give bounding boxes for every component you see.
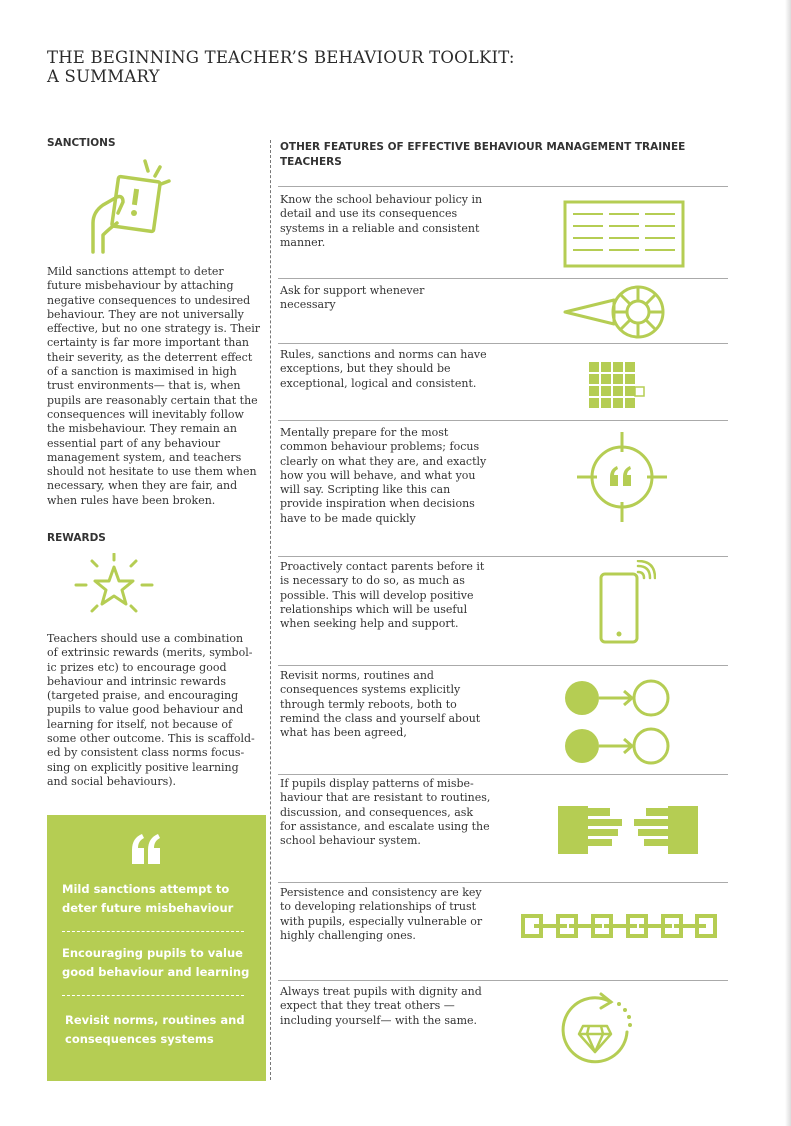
text-line: the misbehaviour. They remain an xyxy=(47,422,237,436)
text-line: will say. Scripting like this can xyxy=(280,483,451,497)
text-line: discussion, and consequences, ask xyxy=(280,805,474,819)
page-title-line1: THE BEGINNING TEACHER’S BEHAVIOUR TOOLKIT: xyxy=(47,48,515,67)
text-line: their severity, as the deterrent effect xyxy=(47,350,253,364)
text-line: of a sanction is maximised in high xyxy=(47,365,237,379)
text-line: when seeking help and support. xyxy=(280,617,459,631)
feature-item-text xyxy=(280,669,480,740)
feature-item-text xyxy=(280,193,482,250)
toggle-arrows-icon xyxy=(562,678,672,766)
target-quote-icon xyxy=(575,430,669,524)
text-line: Mild sanctions attempt to deter xyxy=(47,265,224,278)
text-line: exceptions, but they should be xyxy=(280,362,451,376)
text-line: consequences will inevitably follow xyxy=(47,407,244,421)
column-divider xyxy=(270,140,271,1080)
quote-mark-icon xyxy=(130,832,162,866)
row-divider xyxy=(278,343,728,344)
text-line: sing on explicitly positive learning xyxy=(47,760,239,774)
text-line: trust environments— that is, when xyxy=(47,379,241,393)
text-line: including yourself— with the same. xyxy=(280,1013,478,1027)
text-line: Rules, sanctions and norms can have xyxy=(280,348,487,361)
text-line: Proactively contact parents before it xyxy=(280,560,485,573)
text-line: clearly on what they are, and exactly xyxy=(280,454,487,468)
text-line: management system, and teachers xyxy=(47,450,242,464)
text-line: common behaviour problems; focus xyxy=(280,440,480,454)
feature-item-text xyxy=(280,985,482,1028)
text-line: certainty is far more important than xyxy=(47,336,250,350)
chain-links-icon xyxy=(520,912,718,940)
row-divider xyxy=(278,774,728,775)
text-line: detail and use its consequences xyxy=(280,207,458,221)
rewards-heading: REWARDS xyxy=(47,532,106,544)
text-line: future misbehaviour by attaching xyxy=(47,279,234,293)
text-line: what has been agreed, xyxy=(280,726,407,740)
text-line: to developing relationships of trust xyxy=(280,900,477,914)
text-line: for assistance, and escalate using the xyxy=(280,819,490,833)
policy-document-icon xyxy=(563,200,685,268)
text-line: provide inspiration when decisions xyxy=(280,497,475,511)
quote-item xyxy=(62,880,257,918)
feature-item-text xyxy=(280,777,490,848)
text-line: expect that they treat others — xyxy=(280,999,455,1013)
quote-line: consequences systems xyxy=(65,1032,214,1046)
mobile-phone-icon xyxy=(598,560,656,646)
feature-item-text xyxy=(280,560,484,631)
grid-exception-icon xyxy=(589,362,645,412)
text-line: have to be made quickly xyxy=(280,511,416,525)
quote-item xyxy=(62,944,257,982)
text-line: effective, but no one strategy is. Their xyxy=(47,322,261,336)
row-divider xyxy=(278,665,728,666)
star-reward-icon xyxy=(72,553,156,623)
quote-line: good behaviour and learning xyxy=(62,965,250,979)
quote-divider xyxy=(62,931,244,932)
text-line: when rules have been broken. xyxy=(47,493,216,507)
right-heading-line: OTHER FEATURES OF EFFECTIVE BEHAVIOUR MANAGEMENT TRAINEE xyxy=(280,141,686,153)
text-line: Ask for support whenever xyxy=(280,284,425,297)
pointing-hands-icon xyxy=(558,804,698,856)
sanction-card-icon xyxy=(85,157,180,257)
feature-item-text xyxy=(280,886,482,943)
quote-line: Mild sanctions attempt to xyxy=(62,882,230,896)
row-divider xyxy=(278,186,728,187)
quote-line: Revisit norms, routines and xyxy=(65,1013,245,1027)
text-line: Know the school behaviour policy in xyxy=(280,193,483,206)
text-line: haviour that are resistant to routines, xyxy=(280,791,491,805)
text-line: remind the class and yourself about xyxy=(280,711,481,725)
text-line: with pupils, especially vulnerable or xyxy=(280,914,483,928)
rewards-text xyxy=(47,632,267,789)
text-line: Revisit norms, routines and xyxy=(280,669,434,682)
right-heading xyxy=(280,140,685,170)
text-line: through termly reboots, both to xyxy=(280,697,457,711)
sanctions-heading: SANCTIONS xyxy=(47,137,116,149)
text-line: some other outcome. This is scaffold- xyxy=(47,732,255,746)
text-line: essential part of any behaviour xyxy=(47,436,221,450)
text-line: (targeted praise, and encouraging xyxy=(47,689,239,703)
row-divider xyxy=(278,420,728,421)
text-line: negative consequences to undesired xyxy=(47,293,251,307)
row-divider xyxy=(278,980,728,981)
feature-item-text xyxy=(280,284,424,313)
text-line: exceptional, logical and consistent. xyxy=(280,376,477,390)
text-line: Persistence and consistency are key xyxy=(280,886,482,899)
row-divider xyxy=(278,556,728,557)
text-line: Always treat pupils with dignity and xyxy=(280,985,482,998)
text-line: necessary xyxy=(280,298,336,312)
text-line: manner. xyxy=(280,235,326,249)
text-line: behaviour and intrinsic rewards xyxy=(47,674,226,688)
text-line: highly challenging ones. xyxy=(280,928,416,942)
text-line: consequences systems explicitly xyxy=(280,683,461,697)
text-line: necessary, when they are fair, and xyxy=(47,479,238,493)
text-line: should not hesitate to use them when xyxy=(47,465,257,479)
quote-line: deter future misbehaviour xyxy=(62,901,234,915)
page-title-line2: A SUMMARY xyxy=(47,67,160,86)
row-divider xyxy=(278,882,728,883)
text-line: systems in a reliable and consistent xyxy=(280,221,480,235)
page-title xyxy=(47,48,515,86)
text-line: and social behaviours). xyxy=(47,774,177,788)
text-line: of extrinsic rewards (merits, symbol- xyxy=(47,646,253,660)
text-line: school behaviour system. xyxy=(280,834,421,848)
text-line: Teachers should use a combination xyxy=(47,632,244,645)
lifebuoy-icon xyxy=(562,284,672,340)
text-line: behaviour. They are not universally xyxy=(47,307,244,321)
quote-divider xyxy=(62,995,244,996)
text-line: If pupils display patterns of misbe- xyxy=(280,777,474,790)
quote-line: Encouraging pupils to value xyxy=(62,946,243,960)
text-line: relationships which will be useful xyxy=(280,602,468,616)
quote-box xyxy=(47,815,266,1081)
text-line: Mentally prepare for the most xyxy=(280,426,449,439)
feature-item-text xyxy=(280,348,487,391)
text-line: how you will behave, and what you xyxy=(280,468,476,482)
feature-item-text xyxy=(280,426,486,526)
text-line: ed by consistent class norms focus- xyxy=(47,746,245,760)
row-divider xyxy=(278,278,728,279)
text-line: ic prizes etc) to encourage good xyxy=(47,660,227,674)
sanctions-text xyxy=(47,265,267,508)
page-edge-shadow xyxy=(785,0,791,1126)
quote-item xyxy=(65,1011,260,1049)
text-line: is necessary to do so, as much as xyxy=(280,574,465,588)
text-line: pupils are reasonably certain that the xyxy=(47,393,258,407)
text-line: possible. This will develop positive xyxy=(280,588,474,602)
text-line: learning for itself, not because of xyxy=(47,717,233,731)
diamond-cycle-icon xyxy=(553,988,639,1078)
right-heading-line: TEACHERS xyxy=(280,156,342,168)
text-line: pupils to value good behaviour and xyxy=(47,703,244,717)
